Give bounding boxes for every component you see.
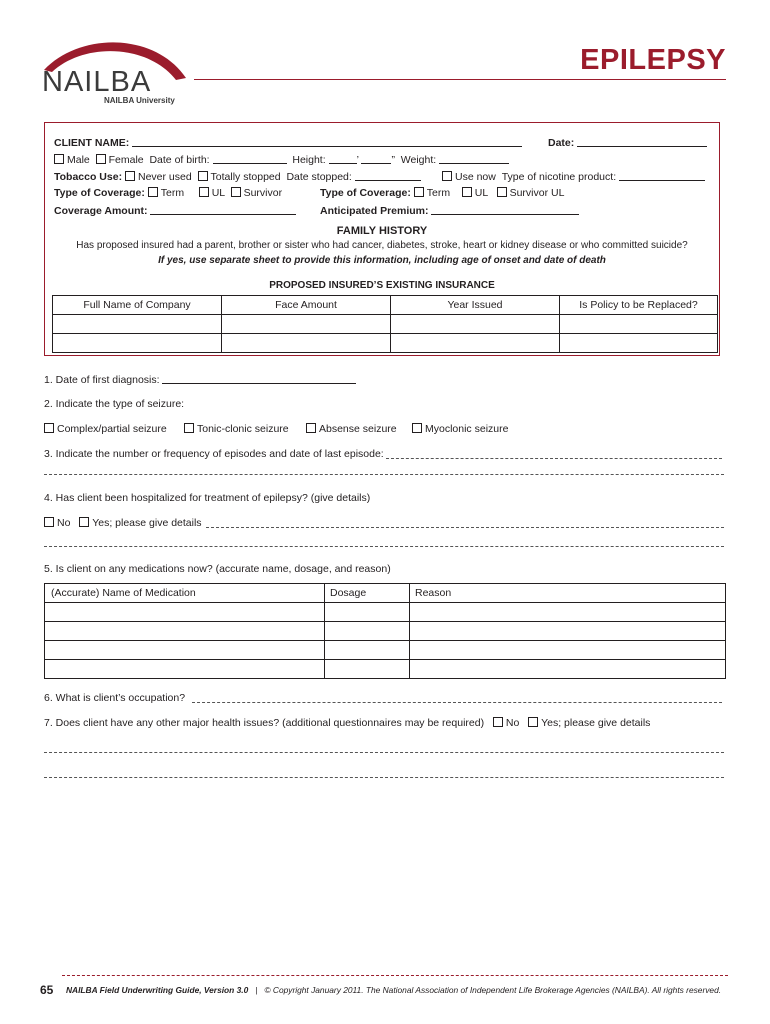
coverage-amount-field[interactable] [150,204,296,215]
never-used-label: Never used [138,171,192,183]
med-cell[interactable] [410,603,726,622]
never-used-checkbox[interactable] [125,171,135,181]
footer-guide-title: NAILBA Field Underwriting Guide, Version 3.0 [66,985,249,995]
med-cell[interactable] [410,660,726,679]
insurance-table [52,295,718,353]
dob-field[interactable] [213,153,287,164]
med-cell[interactable] [45,603,325,622]
q1-field[interactable] [162,373,356,384]
complex-partial-checkbox[interactable] [44,423,54,433]
family-history-question: Has proposed insured had a parent, brother or sister who had cancer, diabetes, stroke, heart or kidney disease or who committed suicide? [76,240,688,251]
coverage-type-label-2: Type of Coverage: [320,187,411,199]
insurance-cell[interactable] [53,334,222,353]
insurance-heading: PROPOSED INSURED’S EXISTING INSURANCE [269,280,495,291]
survivor-label: Survivor [243,187,283,199]
absense-checkbox[interactable] [306,423,316,433]
insurance-cell[interactable] [560,334,718,353]
tonic-clonic-label: Tonic-clonic seizure [197,423,289,435]
logo [40,38,190,108]
weight-label: Weight: [400,154,437,166]
male-checkbox[interactable] [54,154,64,164]
med-cell[interactable] [45,622,325,641]
footer-copyright: © Copyright January 2011. The National Association of Independent Life Brokerage Agencies (NAILBA). All rights reserved. [264,985,722,995]
dob-label: Date of birth: [149,154,210,166]
q4-label: 4. Has client been hospitalized for treatment of epilepsy? (give details) [44,492,371,504]
q6-field[interactable] [192,702,722,703]
female-label: Female [108,154,144,166]
q7-yes-checkbox[interactable] [528,717,538,727]
use-now-label: Use now [455,171,496,183]
footer-page-number: 65 [40,983,54,997]
med-cell[interactable] [325,660,410,679]
insurance-cell[interactable] [391,315,560,334]
q4-yes-checkbox[interactable] [79,517,89,527]
insurance-cell[interactable] [222,334,391,353]
med-cell[interactable] [325,603,410,622]
logo-subtitle: NAILBA University [104,96,175,105]
q3-line-2[interactable] [44,474,724,475]
med-col-name: (Accurate) Name of Medication [45,584,325,603]
family-history-instruction: If yes, use separate sheet to provide this information, including age of onset and date of death [158,255,606,266]
footer-rule [62,975,728,976]
date-field[interactable] [577,136,707,147]
q4-line-2[interactable] [44,546,724,547]
page-title: EPILEPSY [580,44,726,76]
med-col-reason: Reason [410,584,726,603]
coverage-type-label: Type of Coverage: [54,187,145,199]
weight-field[interactable] [439,153,509,164]
ul-label: UL [211,187,225,199]
height-feet-field[interactable] [329,153,357,164]
nicotine-type-label: Type of nicotine product: [501,171,617,183]
q7-no-checkbox[interactable] [493,717,503,727]
nicotine-type-field[interactable] [619,170,705,181]
q4-details-field[interactable] [206,527,724,528]
term-label: Term [160,187,185,199]
med-cell[interactable] [45,641,325,660]
myoclonic-label: Myoclonic seizure [425,423,509,435]
tonic-clonic-checkbox[interactable] [184,423,194,433]
height-inches-mark: ” [391,154,395,166]
q3-label: 3. Indicate the number or frequency of episodes and date of last episode: [44,448,384,460]
date-label: Date: [548,137,575,149]
myoclonic-checkbox[interactable] [412,423,422,433]
table-row [53,315,718,334]
medication-table [44,583,726,679]
term-checkbox-2[interactable] [414,187,424,197]
table-row [45,660,726,679]
header-rule [194,79,726,80]
term-label-2: Term [426,187,451,199]
q1-label: 1. Date of first diagnosis: [44,374,160,386]
q4-no-label: No [57,517,71,529]
q7-line-1[interactable] [44,752,724,753]
survivor-ul-label: Survivor UL [509,187,565,199]
q5-label: 5. Is client on any medications now? (accurate name, dosage, and reason) [44,563,391,575]
med-cell[interactable] [325,622,410,641]
q7-label: 7. Does client have any other major health issues? (additional questionnaires may be required) [44,717,485,729]
absense-label: Absense seizure [319,423,397,435]
insurance-cell[interactable] [560,315,718,334]
survivor-ul-checkbox[interactable] [497,187,507,197]
survivor-checkbox[interactable] [231,187,241,197]
insurance-cell[interactable] [53,315,222,334]
q4-no-checkbox[interactable] [44,517,54,527]
q7-line-2[interactable] [44,777,724,778]
table-row [53,334,718,353]
family-history-heading: FAMILY HISTORY [336,225,428,237]
tobacco-label: Tobacco Use: [54,171,123,183]
client-name-field[interactable] [132,136,522,147]
q6-label: 6. What is client’s occupation? [44,692,186,704]
footer-separator: | [255,985,258,995]
ul-checkbox[interactable] [199,187,209,197]
q7-no-label: No [505,717,520,729]
anticipated-premium-label: Anticipated Premium: [320,205,429,217]
ul-checkbox-2[interactable] [462,187,472,197]
height-feet-mark: ’ [356,154,359,166]
anticipated-premium-field[interactable] [431,204,579,215]
client-name-label: CLIENT NAME: [54,137,130,149]
q2-label: 2. Indicate the type of seizure: [44,398,185,410]
male-label: Male [67,154,90,166]
height-inches-field[interactable] [361,153,391,164]
term-checkbox[interactable] [148,187,158,197]
med-cell[interactable] [410,641,726,660]
insurance-col-company: Full Name of Company [53,296,222,315]
med-cell[interactable] [45,660,325,679]
totally-stopped-checkbox[interactable] [198,171,208,181]
q7-yes-label: Yes; please give details [541,717,651,729]
med-cell[interactable] [325,641,410,660]
q3-field[interactable] [386,458,722,459]
totally-stopped-label: Totally stopped [210,171,281,183]
insurance-col-replaced: Is Policy to be Replaced? [560,296,718,315]
table-row [45,603,726,622]
logo-text: NAILBA [42,66,152,98]
date-stopped-field[interactable] [355,170,421,181]
height-label: Height: [292,154,326,166]
date-stopped-label: Date stopped: [286,171,352,183]
female-checkbox[interactable] [96,154,106,164]
table-row [45,622,726,641]
use-now-checkbox[interactable] [442,171,452,181]
insurance-col-year-issued: Year Issued [391,296,560,315]
insurance-cell[interactable] [222,315,391,334]
insurance-col-face-amount: Face Amount [222,296,391,315]
table-row [45,641,726,660]
complex-partial-label: Complex/partial seizure [57,423,167,435]
coverage-amount-label: Coverage Amount: [54,205,148,217]
med-col-dosage: Dosage [325,584,410,603]
q4-yes-label: Yes; please give details [92,517,202,529]
med-cell[interactable] [410,622,726,641]
ul-label-2: UL [474,187,488,199]
insurance-cell[interactable] [391,334,560,353]
